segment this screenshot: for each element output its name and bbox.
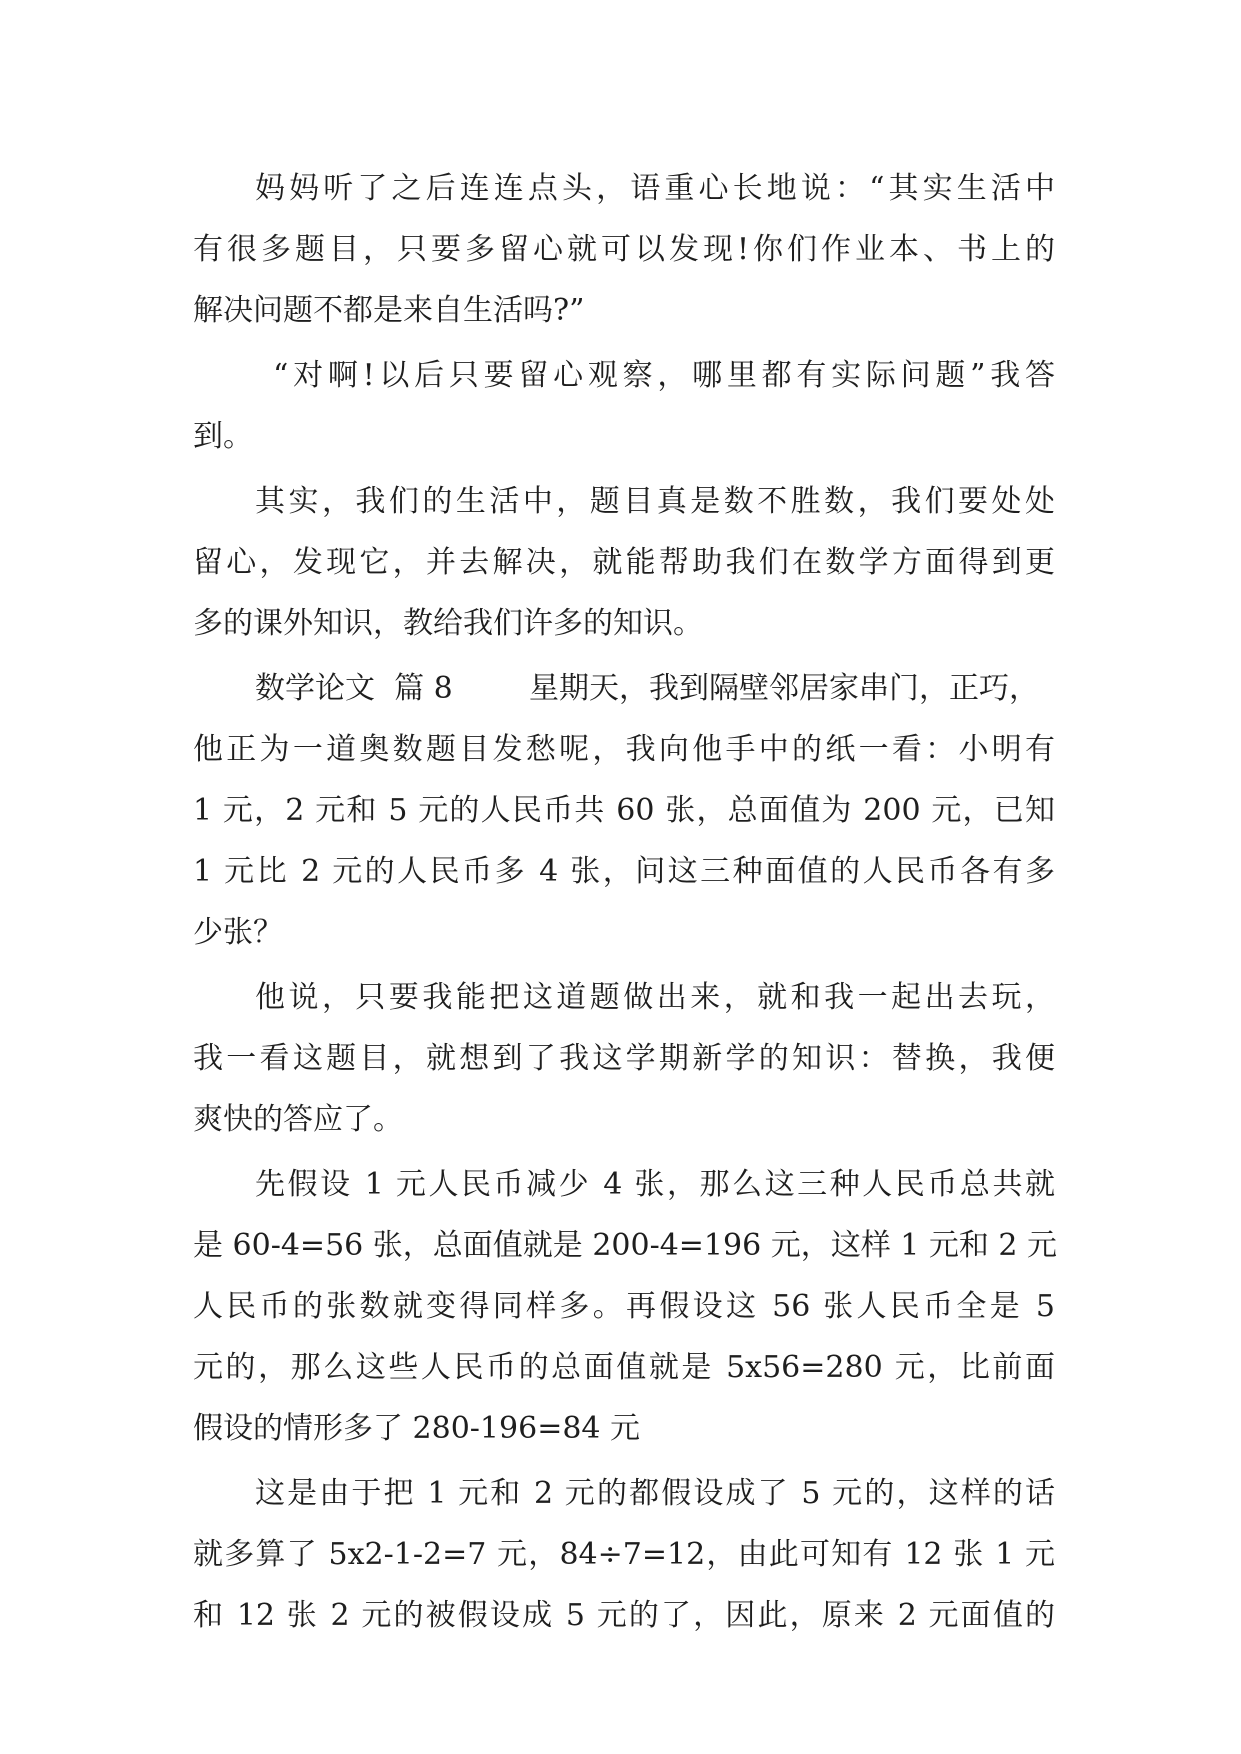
text-line: 其实，我们的生活中，题目真是数不胜数，我们要处处 [255,484,1055,519]
text-line: 多的课外知识，教给我们许多的知识。 [193,606,703,641]
paragraph [193,1463,1055,1646]
document-body [193,158,1058,1650]
text-line: 先假设 1 元人民币减少 4 张，那么这三种人民币总共就 [255,1167,1055,1202]
paragraph [193,658,1055,963]
text-line: 就多算了 5x2-1-2=7 元，84÷7=12，由此可知有 12 张 1 元 [193,1537,1055,1572]
text-line: 留心，发现它，并去解决，就能帮助我们在数学方面得到更 [193,545,1055,580]
text-line: 是 60-4=56 张，总面值就是 200-4=196 元，这样 1 元和 2 元 [193,1228,1058,1263]
text-line: 这是由于把 1 元和 2 元的都假设成了 5 元的，这样的话 [255,1476,1055,1511]
text-line: 1 元比 2 元的人民币多 4 张，问这三种面值的人民币各有多 [193,854,1055,889]
text-line: 人民币的张数就变得同样多。再假设这 56 张人民币全是 5 [193,1289,1055,1324]
text-line: 爽快的答应了。 [193,1102,403,1137]
text-line: 他说，只要我能把这道题做出来，就和我一起出去玩， [255,980,1055,1015]
text-line: 1 元，2 元和 5 元的人民币共 60 张，总面值为 200 元，已知 [193,793,1055,828]
text-line: “对啊!以后只要留心观察，哪里都有实际问题”我答 [273,358,1055,393]
text-line: 少张？ [193,915,283,950]
paragraph [193,345,1055,467]
paragraph [193,158,1055,341]
text-line: 假设的情形多了 280-196=84 元 [193,1411,641,1446]
paragraph [193,1154,1058,1459]
paragraph [193,471,1055,654]
text-line: 解决问题不都是来自生活吗?” [193,293,585,328]
text-line: 有很多题目，只要多留心就可以发现!你们作业本、书上的 [193,232,1055,267]
text-line: 到。 [193,419,253,454]
text-line: 我一看这题目，就想到了我这学期新学的知识：替换，我便 [193,1041,1055,1076]
text-line: 和 12 张 2 元的被假设成 5 元的了，因此，原来 2 元面值的 [193,1598,1055,1633]
text-line: 妈妈听了之后连连点头，语重心长地说：“其实生活中 [255,171,1055,206]
text-line: 他正为一道奥数题目发愁呢，我向他手中的纸一看：小明有 [193,732,1055,767]
paragraph [193,967,1055,1150]
text-line: 数学论文 篇 8 星期天，我到隔壁邻居家串门，正巧， [255,671,1039,706]
text-line: 元的，那么这些人民币的总面值就是 5x56=280 元，比前面 [193,1350,1055,1385]
